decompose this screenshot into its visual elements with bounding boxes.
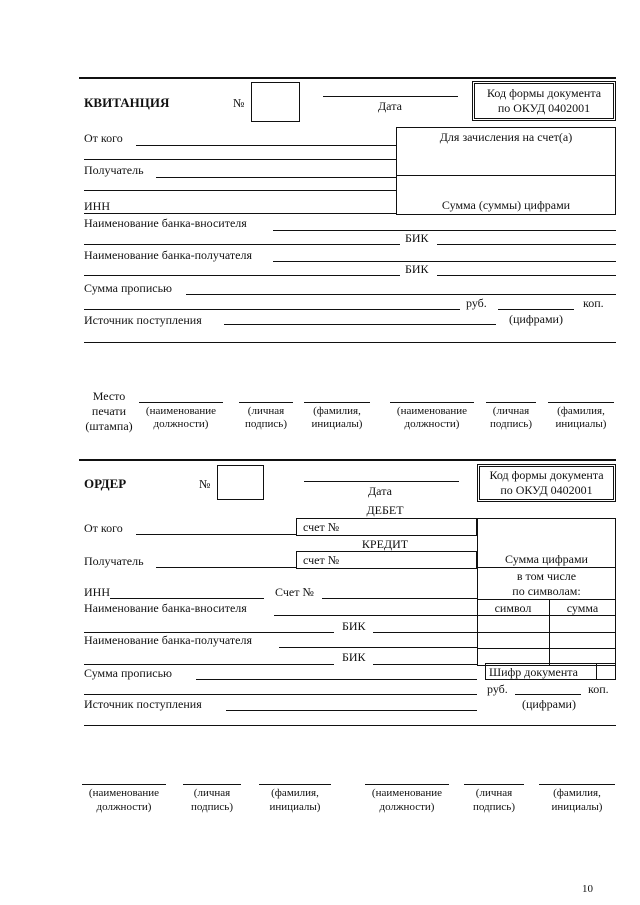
order-sig2-position-line[interactable] [365, 784, 449, 785]
order-incl-line1: в том числе [516, 569, 577, 583]
order-sig1-position-2: должности) [96, 801, 152, 813]
order-recipient-bank-label: Наименование банка-получателя [84, 633, 252, 647]
receipt-sum-digits-label: Сумма (суммы) цифрами [441, 198, 571, 212]
order-account-no-1: счет № [303, 520, 340, 534]
order-sum-words-line2[interactable] [84, 694, 477, 695]
order-source-label: Источник поступления [84, 697, 202, 711]
order-sig2-name-1: (фамилия, [553, 787, 601, 799]
receipt-title: КВИТАНЦИЯ [84, 95, 170, 110]
order-sum-box-row-3 [477, 648, 616, 649]
receipt-sig1-name-1: (фамилия, [313, 405, 361, 417]
receipt-rub-label: руб. [466, 296, 487, 310]
order-account-no-2: счет № [303, 553, 340, 567]
receipt-sig2-name-1: (фамилия, [557, 405, 605, 417]
receipt-sig1-name-2: инициалы) [311, 418, 363, 430]
receipt-sig1-position-line[interactable] [139, 402, 223, 403]
receipt-recipient-line2[interactable] [84, 190, 396, 191]
receipt-stamp-place-2: печати [91, 404, 127, 418]
receipt-kop-line[interactable] [498, 309, 574, 310]
receipt-sig2-name-2: инициалы) [555, 418, 607, 430]
receipt-sig1-sign-1: (личная [247, 405, 285, 417]
receipt-sig1-sign-line[interactable] [239, 402, 293, 403]
receipt-bik-line-1[interactable] [437, 244, 616, 245]
order-sig2-position-2: должности) [379, 801, 435, 813]
order-sig2-sign-1: (личная [475, 787, 513, 799]
receipt-kop-label: коп. [583, 296, 604, 310]
order-date-label: Дата [368, 484, 392, 498]
receipt-from-line[interactable] [136, 145, 396, 146]
order-inn-label: ИНН [84, 585, 110, 599]
receipt-account-label: Для зачисления на счет(а) [439, 130, 573, 144]
receipt-date-line[interactable] [323, 96, 458, 97]
receipt-sig2-position-2: должности) [404, 418, 460, 430]
receipt-from-line2[interactable] [84, 159, 396, 160]
receipt-sum-words-line[interactable] [186, 294, 616, 295]
order-bik-line-1[interactable] [373, 632, 477, 633]
receipt-recipient-label: Получатель [84, 163, 144, 177]
order-sig2-position-1: (наименование [371, 787, 443, 799]
order-cipher-divider [596, 663, 597, 680]
receipt-sig2-position-line[interactable] [390, 402, 474, 403]
receipt-date-label: Дата [378, 99, 402, 113]
order-symbol-label: символ [494, 601, 532, 615]
order-incl-line2: по символам: [512, 584, 581, 598]
receipt-sig2-position-1: (наименование [396, 405, 468, 417]
receipt-bik-label-2: БИК [405, 262, 429, 276]
order-inn-line[interactable] [110, 598, 264, 599]
order-date-line[interactable] [304, 481, 459, 482]
order-amount-label: сумма [566, 601, 599, 615]
order-number-box[interactable] [217, 465, 264, 500]
order-kop-label: коп. [588, 682, 609, 696]
order-payer-bank-label: Наименование банка-вносителя [84, 601, 247, 615]
order-sig2-sign-line[interactable] [464, 784, 524, 785]
receipt-sum-words-line2[interactable] [84, 309, 460, 310]
order-cipher-label: Шифр документа [489, 665, 578, 679]
receipt-payer-bank-label: Наименование банка-вносителя [84, 216, 247, 230]
order-account-no-3: Счет № [275, 585, 314, 599]
order-source-line[interactable] [226, 710, 477, 711]
receipt-number-box[interactable] [251, 82, 300, 122]
receipt-source-line2[interactable] [84, 342, 616, 343]
order-recipient-bank-line2[interactable] [84, 664, 334, 665]
receipt-from-label: От кого [84, 131, 123, 145]
order-rub-label: руб. [487, 682, 508, 696]
order-from-line[interactable] [136, 534, 296, 535]
receipt-inn-line[interactable] [84, 213, 396, 214]
order-top-rule [79, 459, 616, 461]
order-sig2-name-2: инициалы) [551, 801, 603, 813]
order-sum-words-label: Сумма прописью [84, 666, 173, 680]
receipt-bik-line-2[interactable] [437, 275, 616, 276]
order-sum-box-row-1 [477, 615, 616, 616]
receipt-sig2-sign-2: подпись) [489, 418, 532, 430]
order-sig1-position-1: (наименование [88, 787, 160, 799]
order-sig1-name-line[interactable] [259, 784, 331, 785]
order-sig2-name-line[interactable] [539, 784, 615, 785]
order-source-line2[interactable] [84, 725, 616, 726]
receipt-inn-label: ИНН [84, 199, 110, 213]
receipt-sum-words-label: Сумма прописью [84, 281, 173, 295]
receipt-recipient-bank-line[interactable] [273, 261, 616, 262]
order-title: ОРДЕР [84, 476, 127, 491]
order-form-code-line2: по ОКУД 0402001 [500, 483, 593, 497]
receipt-sig1-position-1: (наименование [145, 405, 217, 417]
page-number: 10 [582, 883, 593, 895]
order-sig2-sign-2: подпись) [472, 801, 515, 813]
receipt-sig1-sign-2: подпись) [244, 418, 287, 430]
order-sig1-sign-line[interactable] [183, 784, 241, 785]
receipt-stamp-place-3: (штампа) [85, 419, 133, 433]
order-sum-box-divider-1 [477, 567, 616, 568]
receipt-account-box-divider [396, 175, 616, 176]
order-from-label: От кого [84, 521, 123, 535]
receipt-digits-label: (цифрами) [509, 312, 563, 326]
order-bik-label-2: БИК [342, 650, 366, 664]
order-sig1-position-line[interactable] [82, 784, 166, 785]
order-sum-digits-label: Сумма цифрами [505, 552, 588, 566]
order-kop-line[interactable] [515, 694, 581, 695]
order-sig1-sign-2: подпись) [190, 801, 233, 813]
receipt-payer-bank-line[interactable] [273, 230, 616, 231]
order-sum-box-row-2 [477, 632, 616, 633]
receipt-source-label: Источник поступления [84, 313, 202, 327]
receipt-sig1-name-line[interactable] [304, 402, 370, 403]
order-bik-label-1: БИК [342, 619, 366, 633]
receipt-number-sign: № [233, 96, 245, 110]
order-recipient-label: Получатель [84, 554, 144, 568]
receipt-sig1-position-2: должности) [153, 418, 209, 430]
order-debit-label: ДЕБЕТ [366, 503, 404, 517]
order-credit-label: КРЕДИТ [361, 537, 409, 551]
receipt-top-rule [79, 77, 616, 79]
order-form-code-line1: Код формы документа [489, 468, 604, 482]
order-sum-words-line[interactable] [196, 679, 477, 680]
receipt-recipient-bank-line2[interactable] [84, 275, 400, 276]
order-bik-line-2[interactable] [373, 664, 477, 665]
receipt-form-code-line2: по ОКУД 0402001 [497, 101, 591, 115]
receipt-bik-label-1: БИК [405, 231, 429, 245]
receipt-sig2-sign-1: (личная [492, 405, 530, 417]
receipt-recipient-line[interactable] [156, 177, 396, 178]
order-sum-box-divider-2 [477, 599, 616, 600]
receipt-sig2-sign-line[interactable] [486, 402, 536, 403]
order-digits-label: (цифрами) [522, 697, 576, 711]
order-sig1-sign-1: (личная [193, 787, 231, 799]
order-sig1-name-2: инициалы) [269, 801, 321, 813]
receipt-stamp-place-1: Место [92, 389, 126, 403]
order-number-sign: № [199, 477, 211, 491]
receipt-sig2-name-line[interactable] [548, 402, 614, 403]
order-account-line-3[interactable] [322, 598, 477, 599]
order-sig1-name-1: (фамилия, [271, 787, 319, 799]
order-payer-bank-line[interactable] [274, 615, 477, 616]
receipt-source-line[interactable] [224, 324, 496, 325]
order-recipient-line[interactable] [156, 567, 296, 568]
receipt-recipient-bank-label: Наименование банка-получателя [84, 248, 252, 262]
receipt-form-code-line1: Код формы документа [486, 86, 602, 100]
receipt-payer-bank-line2[interactable] [84, 244, 400, 245]
order-recipient-bank-line[interactable] [279, 647, 477, 648]
